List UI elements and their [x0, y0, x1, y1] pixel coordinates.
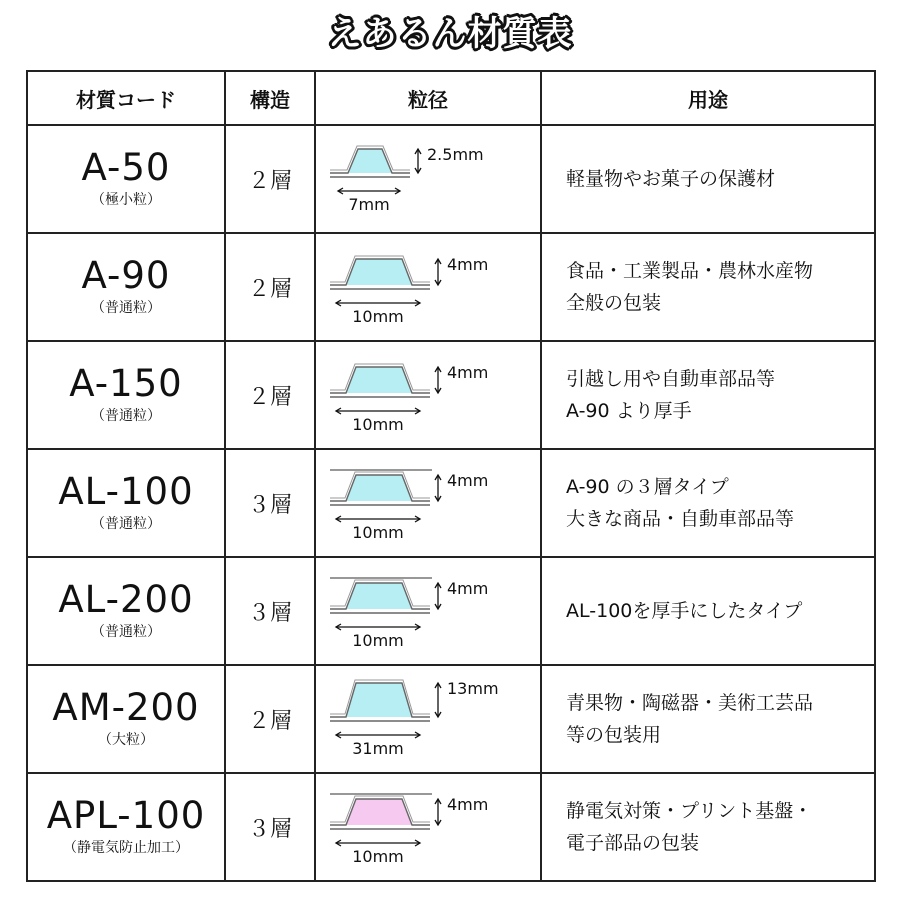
usage-line: A-90 の３層タイプ — [566, 476, 729, 498]
usage-line: 食品・工業製品・農林水産物 — [566, 260, 814, 282]
grain-diagram-cell — [315, 449, 541, 557]
grain-size-label: （普通粒） — [91, 624, 161, 640]
material-code: AL-200 — [58, 578, 194, 621]
grain-diagram-cell — [315, 665, 541, 773]
cushion-diagram — [316, 667, 540, 771]
grain-size-label: （普通粒） — [91, 516, 161, 532]
grain-diagram-cell — [315, 125, 541, 233]
usage-cell — [541, 665, 875, 773]
cushion-diagram — [316, 559, 540, 663]
material-code-cell — [27, 125, 225, 233]
usage-line: 等の包装用 — [566, 724, 662, 746]
table-row — [27, 125, 875, 233]
usage-line: 全般の包装 — [566, 292, 662, 314]
structure-cell: ２層 — [225, 233, 315, 341]
header-structure: 構造 — [225, 71, 315, 125]
structure-cell: ２層 — [225, 665, 315, 773]
material-code-cell — [27, 233, 225, 341]
table-row — [27, 665, 875, 773]
material-code: APL-100 — [46, 794, 206, 837]
cushion-diagram — [316, 127, 540, 231]
height-label: 4mm — [447, 471, 489, 490]
usage-cell — [541, 557, 875, 665]
width-label: 31mm — [352, 739, 404, 758]
bubble-fill — [346, 683, 412, 717]
usage-cell — [541, 341, 875, 449]
material-code-cell — [27, 449, 225, 557]
width-label: 10mm — [352, 847, 404, 866]
bubble-fill — [346, 259, 412, 285]
usage-cell — [541, 449, 875, 557]
table-row — [27, 557, 875, 665]
usage-line: 静電気対策・プリント基盤・ — [566, 800, 813, 822]
width-label: 10mm — [352, 307, 404, 326]
height-label: 2.5mm — [427, 145, 484, 164]
height-label: 13mm — [447, 679, 499, 698]
material-code: A-50 — [81, 146, 171, 189]
material-code-cell — [27, 773, 225, 881]
structure-cell: ２層 — [225, 341, 315, 449]
structure-cell: ３層 — [225, 557, 315, 665]
material-code: AM-200 — [52, 686, 200, 729]
material-code-cell — [27, 557, 225, 665]
material-table — [26, 70, 876, 882]
usage-cell — [541, 233, 875, 341]
table-row — [27, 341, 875, 449]
usage-line: 電子部品の包装 — [566, 832, 700, 854]
usage-line: 引越し用や自動車部品等 — [566, 368, 776, 390]
bubble-fill — [346, 475, 412, 501]
usage-line: A-90 より厚手 — [566, 400, 692, 422]
width-label: 10mm — [352, 523, 404, 542]
table-row — [27, 773, 875, 881]
structure-cell: ３層 — [225, 449, 315, 557]
grain-size-label: （静電気防止加工） — [63, 840, 189, 856]
structure-cell: ３層 — [225, 773, 315, 881]
height-label: 4mm — [447, 255, 489, 274]
material-code-cell — [27, 665, 225, 773]
grain-size-label: （極小粒） — [91, 192, 161, 208]
cushion-diagram — [316, 343, 540, 447]
width-label: 7mm — [348, 195, 390, 214]
width-label: 10mm — [352, 415, 404, 434]
usage-line: 大きな商品・自動車部品等 — [566, 508, 795, 530]
header-code: 材質コード — [27, 71, 225, 125]
table-row — [27, 233, 875, 341]
cushion-diagram — [316, 451, 540, 555]
grain-size-label: （大粒） — [98, 732, 154, 748]
usage-line: 青果物・陶磁器・美術工芸品 — [566, 692, 814, 714]
material-code: AL-100 — [58, 470, 194, 513]
bubble-fill — [346, 799, 412, 825]
grain-diagram-cell — [315, 773, 541, 881]
usage-line: AL-100を厚手にしたタイプ — [566, 600, 803, 622]
table-row — [27, 449, 875, 557]
page-title: えあるん材質表 — [327, 14, 573, 54]
grain-diagram-cell — [315, 233, 541, 341]
material-code: A-90 — [81, 254, 171, 297]
bubble-fill — [346, 583, 412, 609]
header-row — [27, 71, 875, 125]
grain-size-label: （普通粒） — [91, 408, 161, 424]
usage-cell — [541, 125, 875, 233]
header-usage: 用途 — [541, 71, 875, 125]
height-label: 4mm — [447, 795, 489, 814]
material-code-cell — [27, 341, 225, 449]
usage-cell — [541, 773, 875, 881]
height-label: 4mm — [447, 363, 489, 382]
grain-size-label: （普通粒） — [91, 300, 161, 316]
usage-line: 軽量物やお菓子の保護材 — [566, 168, 776, 190]
grain-diagram-cell — [315, 341, 541, 449]
height-label: 4mm — [447, 579, 489, 598]
cushion-diagram — [316, 775, 540, 879]
width-label: 10mm — [352, 631, 404, 650]
cushion-diagram — [316, 235, 540, 339]
grain-diagram-cell — [315, 557, 541, 665]
material-code: A-150 — [69, 362, 183, 405]
structure-cell: ２層 — [225, 125, 315, 233]
bubble-fill — [346, 367, 412, 393]
header-grain: 粒径 — [315, 71, 541, 125]
